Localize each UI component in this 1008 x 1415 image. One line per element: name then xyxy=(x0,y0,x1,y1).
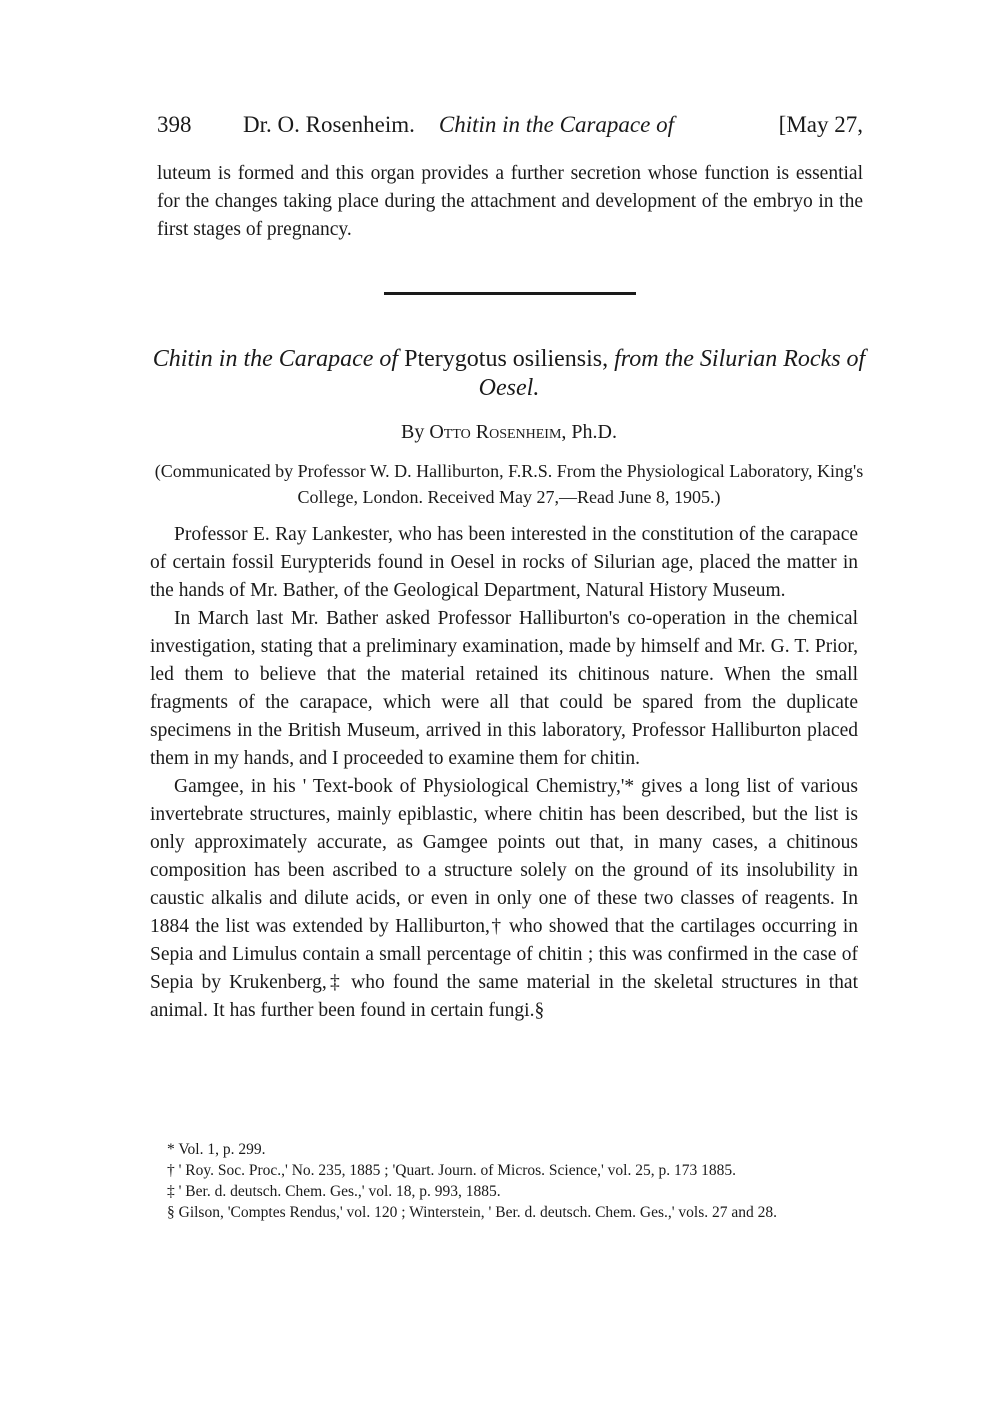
article-title xyxy=(150,345,868,403)
footnotes xyxy=(145,1139,851,1223)
body-paragraph-3: Gamgee, in his ' Text-book of Physiological Chemistry,'* gives a long list of various invertebrate structures, mainly epiblastic, where chitin has been described, but the list is only approximately accurate, as Gamgee points out that, in many cases, a chitinous composition has been ascribed to a structure solely on the ground of its insolubility in caustic alkalis and dilute acids, or even in only one of these two classes of reagents. In 1884 the list was extended by Halliburton,† who showed that the cartilages occurring in Sepia and Limulus contain a small percentage of chitin ; this was confirmed in the case of Sepia by Krukenberg,‡ who found the same material in the skeletal structures in that animal. It has further been found in certain fungi.§ xyxy=(150,776,858,1021)
running-header xyxy=(157,112,863,146)
section-divider xyxy=(384,292,636,295)
byline-degree: Ph.D. xyxy=(571,421,617,443)
page-number: 398 xyxy=(157,112,192,137)
title-part-2: from the Silurian Rocks of Oesel. xyxy=(478,346,866,401)
footnote-2: † ' Roy. Soc. Proc.,' No. 235, 1885 ; 'Quart. Journ. of Micros. Science,' vol. 25, p. 173 1885. xyxy=(167,1162,736,1179)
body-paragraph-1: Professor E. Ray Lankester, who has been interested in the constitution of the carapace of certain fossil Eurypterids found in Oesel in rocks of Silurian age, placed the matter in the hands of Mr. Bather, of the Geological Department, Natural History Museum. xyxy=(150,524,858,601)
header-author: Dr. O. Rosenheim. xyxy=(243,112,415,137)
body-paragraph-2: In March last Mr. Bather asked Professor Halliburton's co-operation in the chemical investigation, stating that a preliminary examination, made by himself and Mr. G. T. Prior, led them to believe that the material retained its chitinous nature. When the small fragments of the carapace, which were all that could be spared from the duplicate specimens in the British Museum, arrived in this laboratory, Professor Halliburton placed them in my hands, and I proceeded to examine them for chitin. xyxy=(150,608,858,769)
footnote-1: * Vol. 1, p. 299. xyxy=(167,1141,266,1158)
title-species: Pterygotus osiliensis, xyxy=(404,346,609,372)
article-body xyxy=(150,521,858,1025)
communication-note: (Communicated by Professor W. D. Halliburton, F.R.S. From the Physiological Laboratory, King's College, London. Received May 27,—Read June 8, 1905.) xyxy=(154,461,864,507)
byline-prefix: By xyxy=(401,421,425,443)
header-short-title: Chitin in the Carapace of xyxy=(438,112,674,137)
header-date: [May 27, xyxy=(778,112,863,137)
byline-author: Otto Rosenheim, xyxy=(429,421,567,443)
footnote-4: § Gilson, 'Comptes Rendus,' vol. 120 ; Winterstein, ' Ber. d. deutsch. Chem. Ges.,' vols. 27 and 28. xyxy=(167,1204,777,1221)
footnote-3: ‡ ' Ber. d. deutsch. Chem. Ges.,' vol. 18, p. 993, 1885. xyxy=(167,1183,501,1200)
byline xyxy=(150,419,868,445)
title-part-1: Chitin in the Carapace of xyxy=(152,346,399,372)
continuation-paragraph: luteum is formed and this organ provides a further secretion whose function is essential for the changes taking place during the attachment and development of the embryo in the first stages of pregnancy. xyxy=(157,163,863,240)
